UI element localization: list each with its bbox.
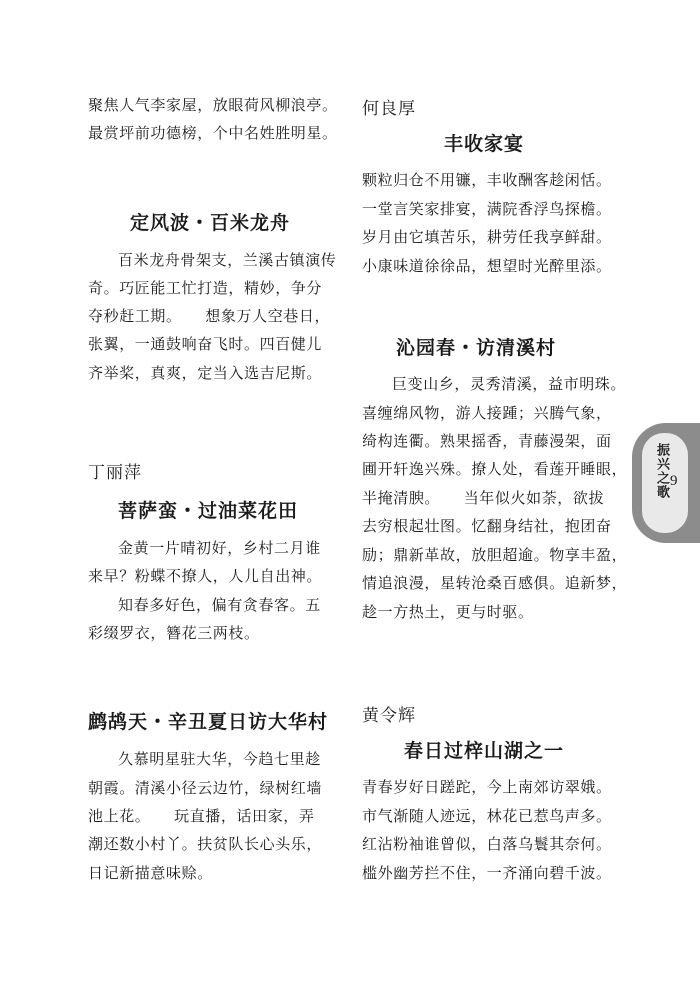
poem-line: 岁月由它填苦乐，耕劳任我享鲜甜。 [362, 228, 612, 246]
poem-line: 小康味道徐徐品，想望时光醉里添。 [362, 257, 612, 275]
poem-line: 绮构连衢。熟果摇香，青藤漫架，面 [362, 432, 612, 450]
poem-line: 来早？粉蝶不撩人，人儿自出神。 [88, 567, 323, 585]
poem-line: 知春多好色，偏有贪春客。五 [118, 596, 321, 614]
page-number: 9 [670, 473, 678, 489]
poem-line: 喜缠绵风物，游人接踵；兴腾气象， [362, 404, 612, 422]
poem-line: 青春岁好日蹉跎，今上南郊访翠娥。 [362, 778, 612, 796]
poem-title-chunri: 春日过梓山湖之一 [404, 740, 565, 762]
poem-title-pusaman: 菩萨蛮・过油菜花田 [118, 500, 299, 522]
poem-line: 一堂言笑家排宴，满院香浮鸟探檐。 [362, 200, 612, 218]
poem-line: 奇。巧匠能工忙打造，精妙，争分 [88, 279, 323, 297]
poem-line: 潮还数小村丫。扶贫队长心头乐， [88, 835, 323, 853]
poem-line: 情追浪漫，星转沧桑百感俱。追新梦， [362, 574, 628, 592]
poem-line: 聚焦人气李家屋，放眼荷风柳浪亭。 [88, 96, 338, 114]
poem-line: 池上花。 玩直播，话田家，弄 [88, 807, 315, 825]
poem-title-fengshou: 丰收家宴 [444, 133, 525, 155]
author-name-he: 何良厚 [362, 99, 416, 119]
poem-line: 彩缀罗衣，簪花三两枝。 [88, 624, 260, 642]
poem-title-qinyuanchun: 沁园春・访清溪村 [396, 337, 557, 359]
section-title: 振兴之歌 [654, 443, 669, 499]
poem-line: 市气渐随人迹远，林花已惹鸟声多。 [362, 807, 612, 825]
poem-line: 久慕明星驻大华，今趋七里趁 [118, 750, 321, 768]
poem-line: 趁一方热土，更与时驱。 [362, 603, 534, 621]
poem-title-zhegutian: 鹧鸪天・辛丑夏日访大华村 [88, 711, 329, 733]
poem-line: 金黄一片晴初好，乡村二月谁 [118, 539, 321, 557]
poem-line: 朝霞。清溪小径云边竹，绿树红墙 [88, 779, 323, 797]
poem-line: 张翼，一通鼓响奋飞时。四百健儿 [88, 335, 323, 353]
poem-line: 齐举桨，真爽，定当入选吉尼斯。 [88, 364, 323, 382]
poem-line: 颗粒归仓不用镰，丰收酬客趁闲恬。 [362, 171, 612, 189]
poem-line: 夺秒赶工期。 想象万人空巷日， [88, 307, 331, 325]
poem-line: 去穷根起壮图。忆翻身结社，抱团奋 [362, 517, 612, 535]
poem-line: 励；鼎新革故，放胆超逾。物享丰盈， [362, 546, 628, 564]
section-side-tab [632, 423, 700, 543]
poem-line: 半掩清腴。 当年似火如荼，欲拔 [362, 489, 605, 507]
poem-line: 百米龙舟骨架支，兰溪古镇演传 [118, 251, 337, 269]
poem-line: 槛外幽芳拦不住，一齐涌向碧千波。 [362, 864, 612, 882]
poem-line: 巨变山乡，灵秀清溪，益市明珠。 [392, 375, 627, 393]
poem-line: 红沾粉袖谁曾似，白落乌鬟其奈何。 [362, 835, 612, 853]
poem-line: 圃开轩逸兴殊。撩人处，看莲开睡眼， [362, 460, 628, 478]
side-tab-label-box [642, 433, 688, 533]
author-name-huang: 黄令辉 [362, 706, 416, 726]
poem-line: 日记新描意味赊。 [88, 864, 213, 882]
poem-title-dingfengbo: 定风波・百米龙舟 [130, 212, 291, 234]
poem-line: 最赏坪前功德榜，个中名姓胜明星。 [88, 124, 338, 142]
author-name-ding: 丁丽萍 [88, 463, 142, 483]
